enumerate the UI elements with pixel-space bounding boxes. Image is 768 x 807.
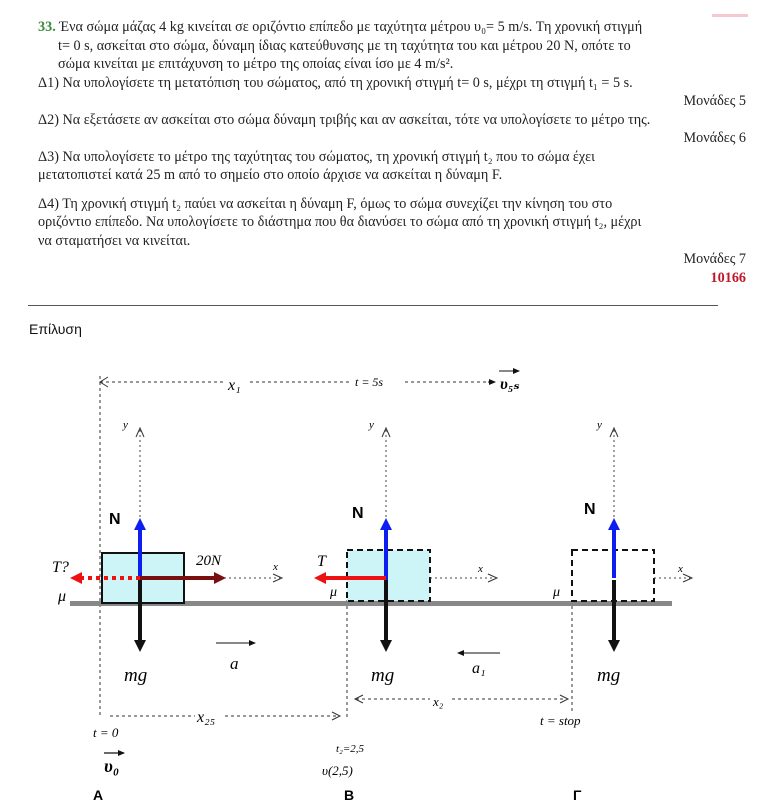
x-label-b: x [478, 563, 483, 575]
mg-label-b: mg [371, 665, 395, 686]
question-d4-line-3: να σταματήσει να κινείται. [38, 232, 191, 249]
u25-label: υ(2,5) [322, 763, 353, 778]
t5-label: t = 5s [355, 375, 384, 389]
n-label-b: N [352, 505, 364, 522]
t2-label: t₂=2,5 [336, 743, 365, 755]
problem-code: 10166 [710, 269, 746, 286]
n-label-g: N [584, 501, 596, 518]
pos-label-g: Γ [573, 787, 582, 803]
question-d3-line-2: μετατοπιστεί κατά 25 m από το σημείο στο οποίο άρχισε να ασκείται η δύναμη F. [38, 167, 503, 183]
friction-label: T [317, 553, 326, 570]
x2-label: x₂ [433, 694, 444, 709]
u5s-label: υ₅ₛ [500, 376, 520, 393]
force-20n-label: 20N [196, 553, 222, 569]
question-d3-line-1: Δ3) Να υπολογίσετε το μέτρο της ταχύτητας του σώματος, τη χρονική στιγμή t₂ που το σώμα έχει [38, 148, 595, 165]
accel-a-label: a [230, 654, 239, 673]
mg-label-a: mg [124, 665, 148, 686]
accel-a1-label: a₁ [472, 660, 486, 677]
x2-dimension [355, 694, 568, 709]
pos-label-a: Α [93, 787, 104, 803]
friction-q-label: T? [52, 559, 69, 576]
solution-title: Επίλυση [29, 321, 82, 337]
n-label-a: N [109, 511, 121, 528]
question-d2: Δ2) Να εξετάσετε αν ασκείται στο σώμα δύναμη τριβής και αν ασκείται, τότε να υπολογίσετε το μέτρο της. [38, 111, 651, 128]
d4-marks: Μονάδες 7 [683, 251, 746, 267]
x1-label: x₁ [228, 377, 241, 394]
problem-intro-line-1: 33. Ένα σώμα μάζας 4 kg κινείται σε οριζόντιο επίπεδο με ταχύτητα μέτρου υ₀= 5 m/s. Τη χρονική στιγμή [38, 19, 643, 35]
d1-marks: Μονάδες 5 [683, 93, 746, 109]
t0-label: t = 0 [93, 725, 119, 740]
u0-label: υ₀ [104, 756, 120, 776]
mu-label-a: μ [58, 588, 67, 605]
top-dimension [100, 371, 520, 394]
mu-label-g: μ [553, 585, 561, 600]
x25-label: x₂₅ [197, 709, 216, 726]
problem-intro-line-2: t= 0 s, ασκείται στο σώμα, δύναμη ίδιας κατεύθυνσης με τη ταχύτητα του και μέτρου 20 N, οπότε το [58, 37, 631, 54]
block-b [347, 550, 430, 601]
x-label-g: x [678, 563, 683, 575]
question-d1: Δ1) Να υπολογίσετε τη μετατόπιση του σώματος, από τη χρονική στιγμή t= 0 s, μέχρι τη στιγμή t₁ = 5 s. [38, 74, 633, 91]
question-d4-line-2: οριζόντιο επίπεδο. Να υπολογίσετε το διάστημα που θα διανύσει το σώμα από τη χρονική στιγμή t₂, μέχρι [38, 214, 642, 230]
question-d4-line-1: Δ4) Τη χρονική στιγμή t₂ παύει να ασκείται η δύναμη F, όμως το σώμα συνεχίζει την κίνηση του στο [38, 195, 613, 212]
problem-intro-line-3: σώμα κινείται με επιτάχυνση το μέτρο της οποίας είναι ίσο με 4 m/s². [58, 56, 454, 72]
d2-marks: Μονάδες 6 [683, 130, 746, 146]
pos-label-b: Β [344, 787, 355, 803]
y-label-g: y [597, 419, 602, 431]
mu-label-b: μ [330, 585, 338, 600]
y-label-b: y [369, 419, 374, 431]
x-label-a: x [273, 561, 278, 573]
t-stop-label: t = stop [540, 713, 581, 728]
x25-dimension [110, 709, 340, 726]
mg-label-g: mg [597, 665, 621, 686]
problem-number: 33. [38, 19, 56, 35]
y-label-a: y [123, 419, 128, 431]
